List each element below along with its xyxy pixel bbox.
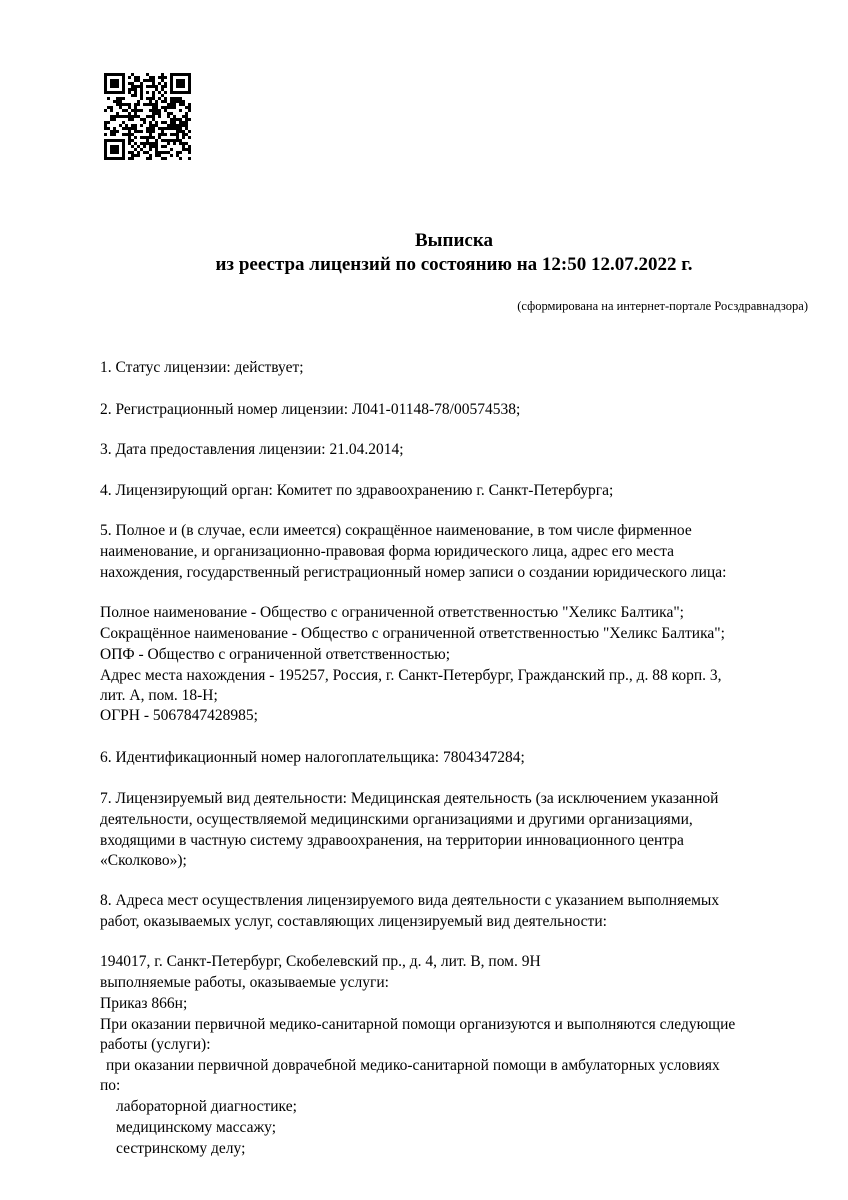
services-label: выполняемые работы, оказываемые услуги: (100, 974, 389, 991)
org-short-name: Сокращённое наименование - Общество с ограниченной ответственностью "Хеликс Балтика"; (100, 625, 725, 642)
services-subheading-cont: по: (100, 1077, 121, 1094)
item7-line: 7. Лицензируемый вид деятельности: Медицинская деятельность (за исключением указанной (100, 790, 719, 807)
taxpayer-id: 6. Идентификационный номер налогоплательщика: 7804347284; (100, 749, 525, 766)
item7-line: «Сколково»); (100, 852, 187, 869)
issue-date: 3. Дата предоставления лицензии: 21.04.2014; (100, 441, 404, 458)
service-item: медицинскому массажу; (116, 1119, 277, 1136)
item7-line: деятельности, осуществляемой медицинскими организациями и другими организациями, (100, 811, 693, 828)
license-status: 1. Статус лицензии: действует; (100, 359, 304, 376)
document-subtitle: из реестра лицензий по состоянию на 12:50 12.07.2022 г. (215, 254, 693, 275)
item7-line: входящими в частную систему здравоохранения, на территории инновационного центра (100, 832, 684, 849)
org-address-cont: лит. А, пом. 18-Н; (100, 687, 218, 704)
licensing-authority: 4. Лицензирующий орган: Комитет по здравоохранению г. Санкт-Петербурга; (100, 482, 614, 499)
qr-code (104, 73, 191, 160)
org-ogrn: ОГРН - 5067847428985; (100, 707, 258, 724)
services-subheading: при оказании первичной доврачебной медико-санитарной помощи в амбулаторных условиях (106, 1057, 720, 1074)
services-intro-cont: работы (услуги): (100, 1036, 211, 1053)
registration-number: 2. Регистрационный номер лицензии: Л041-01148-78/00574538; (100, 401, 521, 418)
source-note: (сформирована на интернет-портале Росздравнадзора) (517, 299, 808, 313)
item8-line: работ, оказываемых услуг, составляющих лицензируемый вид деятельности: (100, 913, 607, 930)
org-address: Адрес места нахождения - 195257, Россия, г. Санкт-Петербург, Гражданский пр., д. 88 корп. 3, (100, 667, 722, 684)
org-full-name: Полное наименование - Общество с ограниченной ответственностью "Хеликс Балтика"; (100, 604, 684, 621)
item5-line: 5. Полное и (в случае, если имеется) сокращённое наименование, в том числе фирменное (100, 522, 692, 539)
item8-line: 8. Адреса мест осуществления лицензируемого вида деятельности с указанием выполняемых (100, 892, 720, 909)
services-intro: При оказании первичной медико-санитарной помощи организуются и выполняются следующие (100, 1016, 736, 1033)
org-legal-form: ОПФ - Общество с ограниченной ответственностью; (100, 646, 451, 663)
service-item: лабораторной диагностике; (116, 1098, 297, 1115)
order-ref: Приказ 866н; (100, 995, 188, 1012)
item5-line: нахождения, государственный регистрационный номер записи о создании юридического лица: (100, 564, 727, 581)
document-title: Выписка (415, 230, 493, 251)
item5-line: наименование, и организационно-правовая форма юридического лица, адрес его места (100, 543, 675, 560)
activity-address: 194017, г. Санкт-Петербург, Скобелевский пр., д. 4, лит. В, пом. 9Н (100, 953, 541, 970)
service-item: сестринскому делу; (116, 1140, 246, 1157)
